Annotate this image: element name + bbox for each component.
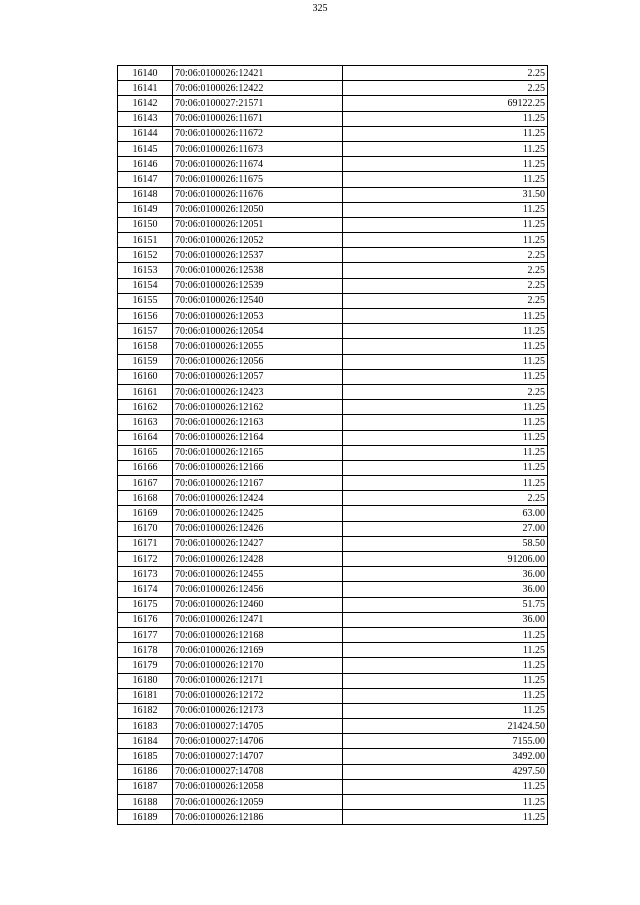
cadastral-number-cell: 70:06:0100026:12051 [173,217,343,232]
table-row [118,627,548,642]
data-table [117,65,548,825]
table-row [118,263,548,278]
cadastral-number-cell: 70:06:0100026:12425 [173,506,343,521]
table-row [118,658,548,673]
row-number-cell: 16149 [118,202,173,217]
area-value-cell: 11.25 [343,673,548,688]
cadastral-number-cell: 70:06:0100027:14708 [173,764,343,779]
table-row [118,278,548,293]
row-number-cell: 16183 [118,719,173,734]
cadastral-number-cell: 70:06:0100026:12173 [173,703,343,718]
row-number-cell: 16177 [118,627,173,642]
area-value-cell: 11.25 [343,445,548,460]
cadastral-number-cell: 70:06:0100026:12538 [173,263,343,278]
area-value-cell: 4297.50 [343,764,548,779]
table-body [118,66,548,825]
row-number-cell: 16159 [118,354,173,369]
area-value-cell: 11.25 [343,779,548,794]
table-row [118,66,548,81]
cadastral-number-cell: 70:06:0100026:11673 [173,141,343,156]
area-value-cell: 2.25 [343,263,548,278]
area-value-cell: 11.25 [343,172,548,187]
row-number-cell: 16162 [118,400,173,415]
cadastral-number-cell: 70:06:0100026:12054 [173,324,343,339]
table-row [118,491,548,506]
cadastral-number-cell: 70:06:0100026:12170 [173,658,343,673]
table-row [118,688,548,703]
row-number-cell: 16182 [118,703,173,718]
table-row [118,430,548,445]
table-row [118,567,548,582]
cadastral-number-cell: 70:06:0100026:12162 [173,400,343,415]
row-number-cell: 16167 [118,476,173,491]
table-row [118,445,548,460]
cadastral-number-cell: 70:06:0100026:12537 [173,248,343,263]
area-value-cell: 36.00 [343,612,548,627]
table-row [118,734,548,749]
area-value-cell: 51.75 [343,597,548,612]
table-row [118,384,548,399]
area-value-cell: 11.25 [343,111,548,126]
row-number-cell: 16152 [118,248,173,263]
row-number-cell: 16184 [118,734,173,749]
area-value-cell: 2.25 [343,384,548,399]
row-number-cell: 16146 [118,157,173,172]
table-row [118,719,548,734]
area-value-cell: 11.25 [343,400,548,415]
row-number-cell: 16158 [118,339,173,354]
area-value-cell: 11.25 [343,627,548,642]
row-number-cell: 16151 [118,233,173,248]
cadastral-number-cell: 70:06:0100026:12539 [173,278,343,293]
area-value-cell: 3492.00 [343,749,548,764]
cadastral-number-cell: 70:06:0100026:11676 [173,187,343,202]
area-value-cell: 11.25 [343,415,548,430]
cadastral-number-cell: 70:06:0100026:12471 [173,612,343,627]
area-value-cell: 11.25 [343,430,548,445]
table-row [118,202,548,217]
table-row [118,673,548,688]
table-row [118,354,548,369]
area-value-cell: 11.25 [343,126,548,141]
table-row [118,293,548,308]
area-value-cell: 69122.25 [343,96,548,111]
row-number-cell: 16160 [118,369,173,384]
table-row [118,582,548,597]
table-row [118,552,548,567]
row-number-cell: 16189 [118,810,173,825]
area-value-cell: 11.25 [343,703,548,718]
table-row [118,157,548,172]
cadastral-number-cell: 70:06:0100026:12455 [173,567,343,582]
cadastral-number-cell: 70:06:0100026:12460 [173,597,343,612]
area-value-cell: 11.25 [343,157,548,172]
table-row [118,81,548,96]
area-value-cell: 11.25 [343,217,548,232]
page-number: 325 [312,3,328,14]
cadastral-number-cell: 70:06:0100026:12057 [173,369,343,384]
cadastral-number-cell: 70:06:0100026:11671 [173,111,343,126]
row-number-cell: 16163 [118,415,173,430]
cadastral-number-cell: 70:06:0100026:12164 [173,430,343,445]
cadastral-number-cell: 70:06:0100026:12166 [173,460,343,475]
cadastral-number-cell: 70:06:0100027:21571 [173,96,343,111]
cadastral-number-cell: 70:06:0100026:12171 [173,673,343,688]
area-value-cell: 31.50 [343,187,548,202]
row-number-cell: 16188 [118,795,173,810]
table-row [118,643,548,658]
row-number-cell: 16144 [118,126,173,141]
table-row [118,597,548,612]
area-value-cell: 11.25 [343,354,548,369]
area-value-cell: 36.00 [343,582,548,597]
area-value-cell: 2.25 [343,491,548,506]
table-row [118,506,548,521]
table-row [118,96,548,111]
cadastral-number-cell: 70:06:0100026:12186 [173,810,343,825]
cadastral-number-cell: 70:06:0100026:12167 [173,476,343,491]
table-row [118,369,548,384]
cadastral-number-cell: 70:06:0100026:12169 [173,643,343,658]
row-number-cell: 16174 [118,582,173,597]
row-number-cell: 16178 [118,643,173,658]
cadastral-number-cell: 70:06:0100026:12052 [173,233,343,248]
row-number-cell: 16154 [118,278,173,293]
cadastral-number-cell: 70:06:0100026:12056 [173,354,343,369]
row-number-cell: 16171 [118,536,173,551]
table-row [118,324,548,339]
cadastral-number-cell: 70:06:0100026:12427 [173,536,343,551]
cadastral-number-cell: 70:06:0100027:14706 [173,734,343,749]
row-number-cell: 16150 [118,217,173,232]
table-row [118,521,548,536]
cadastral-number-cell: 70:06:0100026:12426 [173,521,343,536]
table-row [118,795,548,810]
cadastral-number-cell: 70:06:0100026:12172 [173,688,343,703]
row-number-cell: 16165 [118,445,173,460]
row-number-cell: 16148 [118,187,173,202]
area-value-cell: 27.00 [343,521,548,536]
area-value-cell: 11.25 [343,810,548,825]
row-number-cell: 16143 [118,111,173,126]
cadastral-number-cell: 70:06:0100026:12053 [173,309,343,324]
area-value-cell: 11.25 [343,141,548,156]
row-number-cell: 16147 [118,172,173,187]
area-value-cell: 2.25 [343,293,548,308]
table-row [118,400,548,415]
area-value-cell: 11.25 [343,643,548,658]
row-number-cell: 16157 [118,324,173,339]
table-row [118,810,548,825]
cadastral-number-cell: 70:06:0100026:12163 [173,415,343,430]
cadastral-number-cell: 70:06:0100026:11674 [173,157,343,172]
row-number-cell: 16155 [118,293,173,308]
row-number-cell: 16170 [118,521,173,536]
cadastral-number-cell: 70:06:0100026:11672 [173,126,343,141]
cadastral-number-cell: 70:06:0100026:12540 [173,293,343,308]
row-number-cell: 16169 [118,506,173,521]
area-value-cell: 2.25 [343,66,548,81]
row-number-cell: 16145 [118,141,173,156]
row-number-cell: 16175 [118,597,173,612]
area-value-cell: 58.50 [343,536,548,551]
row-number-cell: 16186 [118,764,173,779]
row-number-cell: 16185 [118,749,173,764]
cadastral-number-cell: 70:06:0100026:12422 [173,81,343,96]
area-value-cell: 63.00 [343,506,548,521]
area-value-cell: 11.25 [343,233,548,248]
cadastral-number-cell: 70:06:0100026:12168 [173,627,343,642]
row-number-cell: 16140 [118,66,173,81]
row-number-cell: 16172 [118,552,173,567]
area-value-cell: 21424.50 [343,719,548,734]
cadastral-number-cell: 70:06:0100026:12424 [173,491,343,506]
cadastral-number-cell: 70:06:0100027:14705 [173,719,343,734]
row-number-cell: 16187 [118,779,173,794]
cadastral-number-cell: 70:06:0100027:14707 [173,749,343,764]
table-row [118,187,548,202]
table-row [118,415,548,430]
area-value-cell: 11.25 [343,202,548,217]
area-value-cell: 11.25 [343,324,548,339]
cadastral-number-cell: 70:06:0100026:12050 [173,202,343,217]
area-value-cell: 11.25 [343,795,548,810]
area-value-cell: 2.25 [343,81,548,96]
row-number-cell: 16176 [118,612,173,627]
table-row [118,111,548,126]
cadastral-number-cell: 70:06:0100026:12423 [173,384,343,399]
table-row [118,339,548,354]
cadastral-number-cell: 70:06:0100026:12428 [173,552,343,567]
table-row [118,126,548,141]
cadastral-number-cell: 70:06:0100026:11675 [173,172,343,187]
table-row [118,703,548,718]
area-value-cell: 11.25 [343,369,548,384]
row-number-cell: 16168 [118,491,173,506]
row-number-cell: 16173 [118,567,173,582]
row-number-cell: 16161 [118,384,173,399]
table-row [118,248,548,263]
table-row [118,749,548,764]
table-row [118,233,548,248]
table-row [118,612,548,627]
table-row [118,172,548,187]
row-number-cell: 16153 [118,263,173,278]
area-value-cell: 2.25 [343,278,548,293]
table-row [118,460,548,475]
row-number-cell: 16181 [118,688,173,703]
table-row [118,764,548,779]
area-value-cell: 11.25 [343,476,548,491]
row-number-cell: 16166 [118,460,173,475]
area-value-cell: 2.25 [343,248,548,263]
cadastral-number-cell: 70:06:0100026:12055 [173,339,343,354]
row-number-cell: 16164 [118,430,173,445]
row-number-cell: 16142 [118,96,173,111]
row-number-cell: 16180 [118,673,173,688]
area-value-cell: 11.25 [343,309,548,324]
area-value-cell: 11.25 [343,658,548,673]
row-number-cell: 16141 [118,81,173,96]
area-value-cell: 36.00 [343,567,548,582]
area-value-cell: 91206.00 [343,552,548,567]
cadastral-number-cell: 70:06:0100026:12165 [173,445,343,460]
cadastral-number-cell: 70:06:0100026:12421 [173,66,343,81]
table-row [118,309,548,324]
table-row [118,779,548,794]
table-row [118,141,548,156]
table-row [118,536,548,551]
row-number-cell: 16179 [118,658,173,673]
area-value-cell: 11.25 [343,339,548,354]
table-row [118,476,548,491]
row-number-cell: 16156 [118,309,173,324]
area-value-cell: 11.25 [343,688,548,703]
cadastral-number-cell: 70:06:0100026:12058 [173,779,343,794]
area-value-cell: 11.25 [343,460,548,475]
area-value-cell: 7155.00 [343,734,548,749]
cadastral-number-cell: 70:06:0100026:12059 [173,795,343,810]
table-row [118,217,548,232]
cadastral-number-cell: 70:06:0100026:12456 [173,582,343,597]
